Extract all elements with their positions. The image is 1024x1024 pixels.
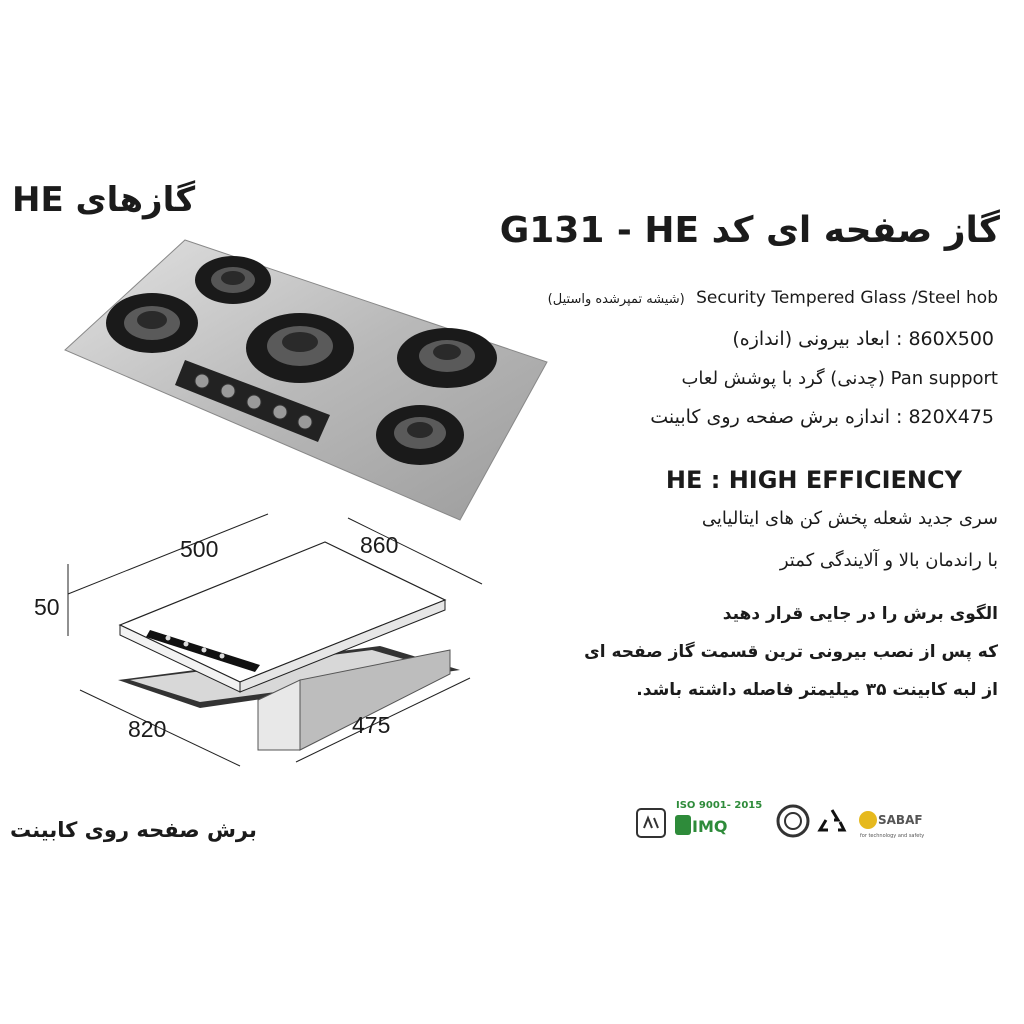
installation-note-line-3: از لبه کابینت ۳۵ میلیمتر فاصله داشته باشد. xyxy=(636,680,998,700)
imq-icon xyxy=(674,814,692,836)
spec-cutout-dimensions: 820X475 : اندازه برش صفحه روی کابینت xyxy=(650,406,994,428)
dim-label-500: 500 xyxy=(180,536,219,562)
model-title: گاز صفحه ای کد G131 - HE xyxy=(499,210,1000,251)
installation-note-line-1: الگوی برش را در جایی قرار دهید xyxy=(722,604,998,624)
recycle-icon xyxy=(816,806,848,838)
dim-label-50: 50 xyxy=(34,594,60,620)
spec-material xyxy=(548,288,998,308)
efficiency-heading: HE : HIGH EFFICIENCY xyxy=(665,466,962,494)
dim-label-860: 860 xyxy=(360,532,399,558)
cutout-caption: برش صفحه روی کابینت xyxy=(10,818,257,842)
burner-front-right xyxy=(376,405,464,465)
installation-note-line-2: که پس از نصب بیرونی ترین قسمت گاز صفحه ای xyxy=(584,642,998,662)
iso-badge: ISO 9001- 2015 xyxy=(676,800,763,811)
burner-rear-right xyxy=(397,328,497,388)
sabaf-logo-icon xyxy=(858,810,878,830)
spec-material-fa: (شیشه تمپرشده واستیل) xyxy=(547,292,685,307)
spec-outer-dimensions: 860X500 : ابعاد بیرونی (اندازه) xyxy=(732,328,994,350)
series-title: گازهای HE xyxy=(12,180,196,220)
burner-rear-left xyxy=(195,256,271,304)
sabaf-tagline: for technology and safety xyxy=(860,833,925,839)
dim-label-820: 820 xyxy=(128,716,167,742)
standard-mark-icon xyxy=(634,806,668,840)
dim-label-475: 475 xyxy=(352,712,391,738)
efficiency-line-1: سری جدید شعله پخش کن های ایتالیایی xyxy=(701,508,998,529)
spec-material-en: Security Tempered Glass /Steel hob xyxy=(696,288,998,308)
sabaf-badge: SABAF xyxy=(878,813,923,827)
spec-pan-support: Pan support (چدنی) گرد با پوشش لعاب xyxy=(681,368,998,389)
burner-center xyxy=(246,313,354,383)
cutout-diagram xyxy=(50,500,490,780)
imq-badge: IMQ xyxy=(692,817,728,836)
hob-illustration xyxy=(60,230,560,530)
burner-left xyxy=(106,293,198,353)
inet-certification-icon xyxy=(776,804,810,838)
efficiency-line-2: با راندمان بالا و آلایندگی کمتر xyxy=(779,550,998,571)
